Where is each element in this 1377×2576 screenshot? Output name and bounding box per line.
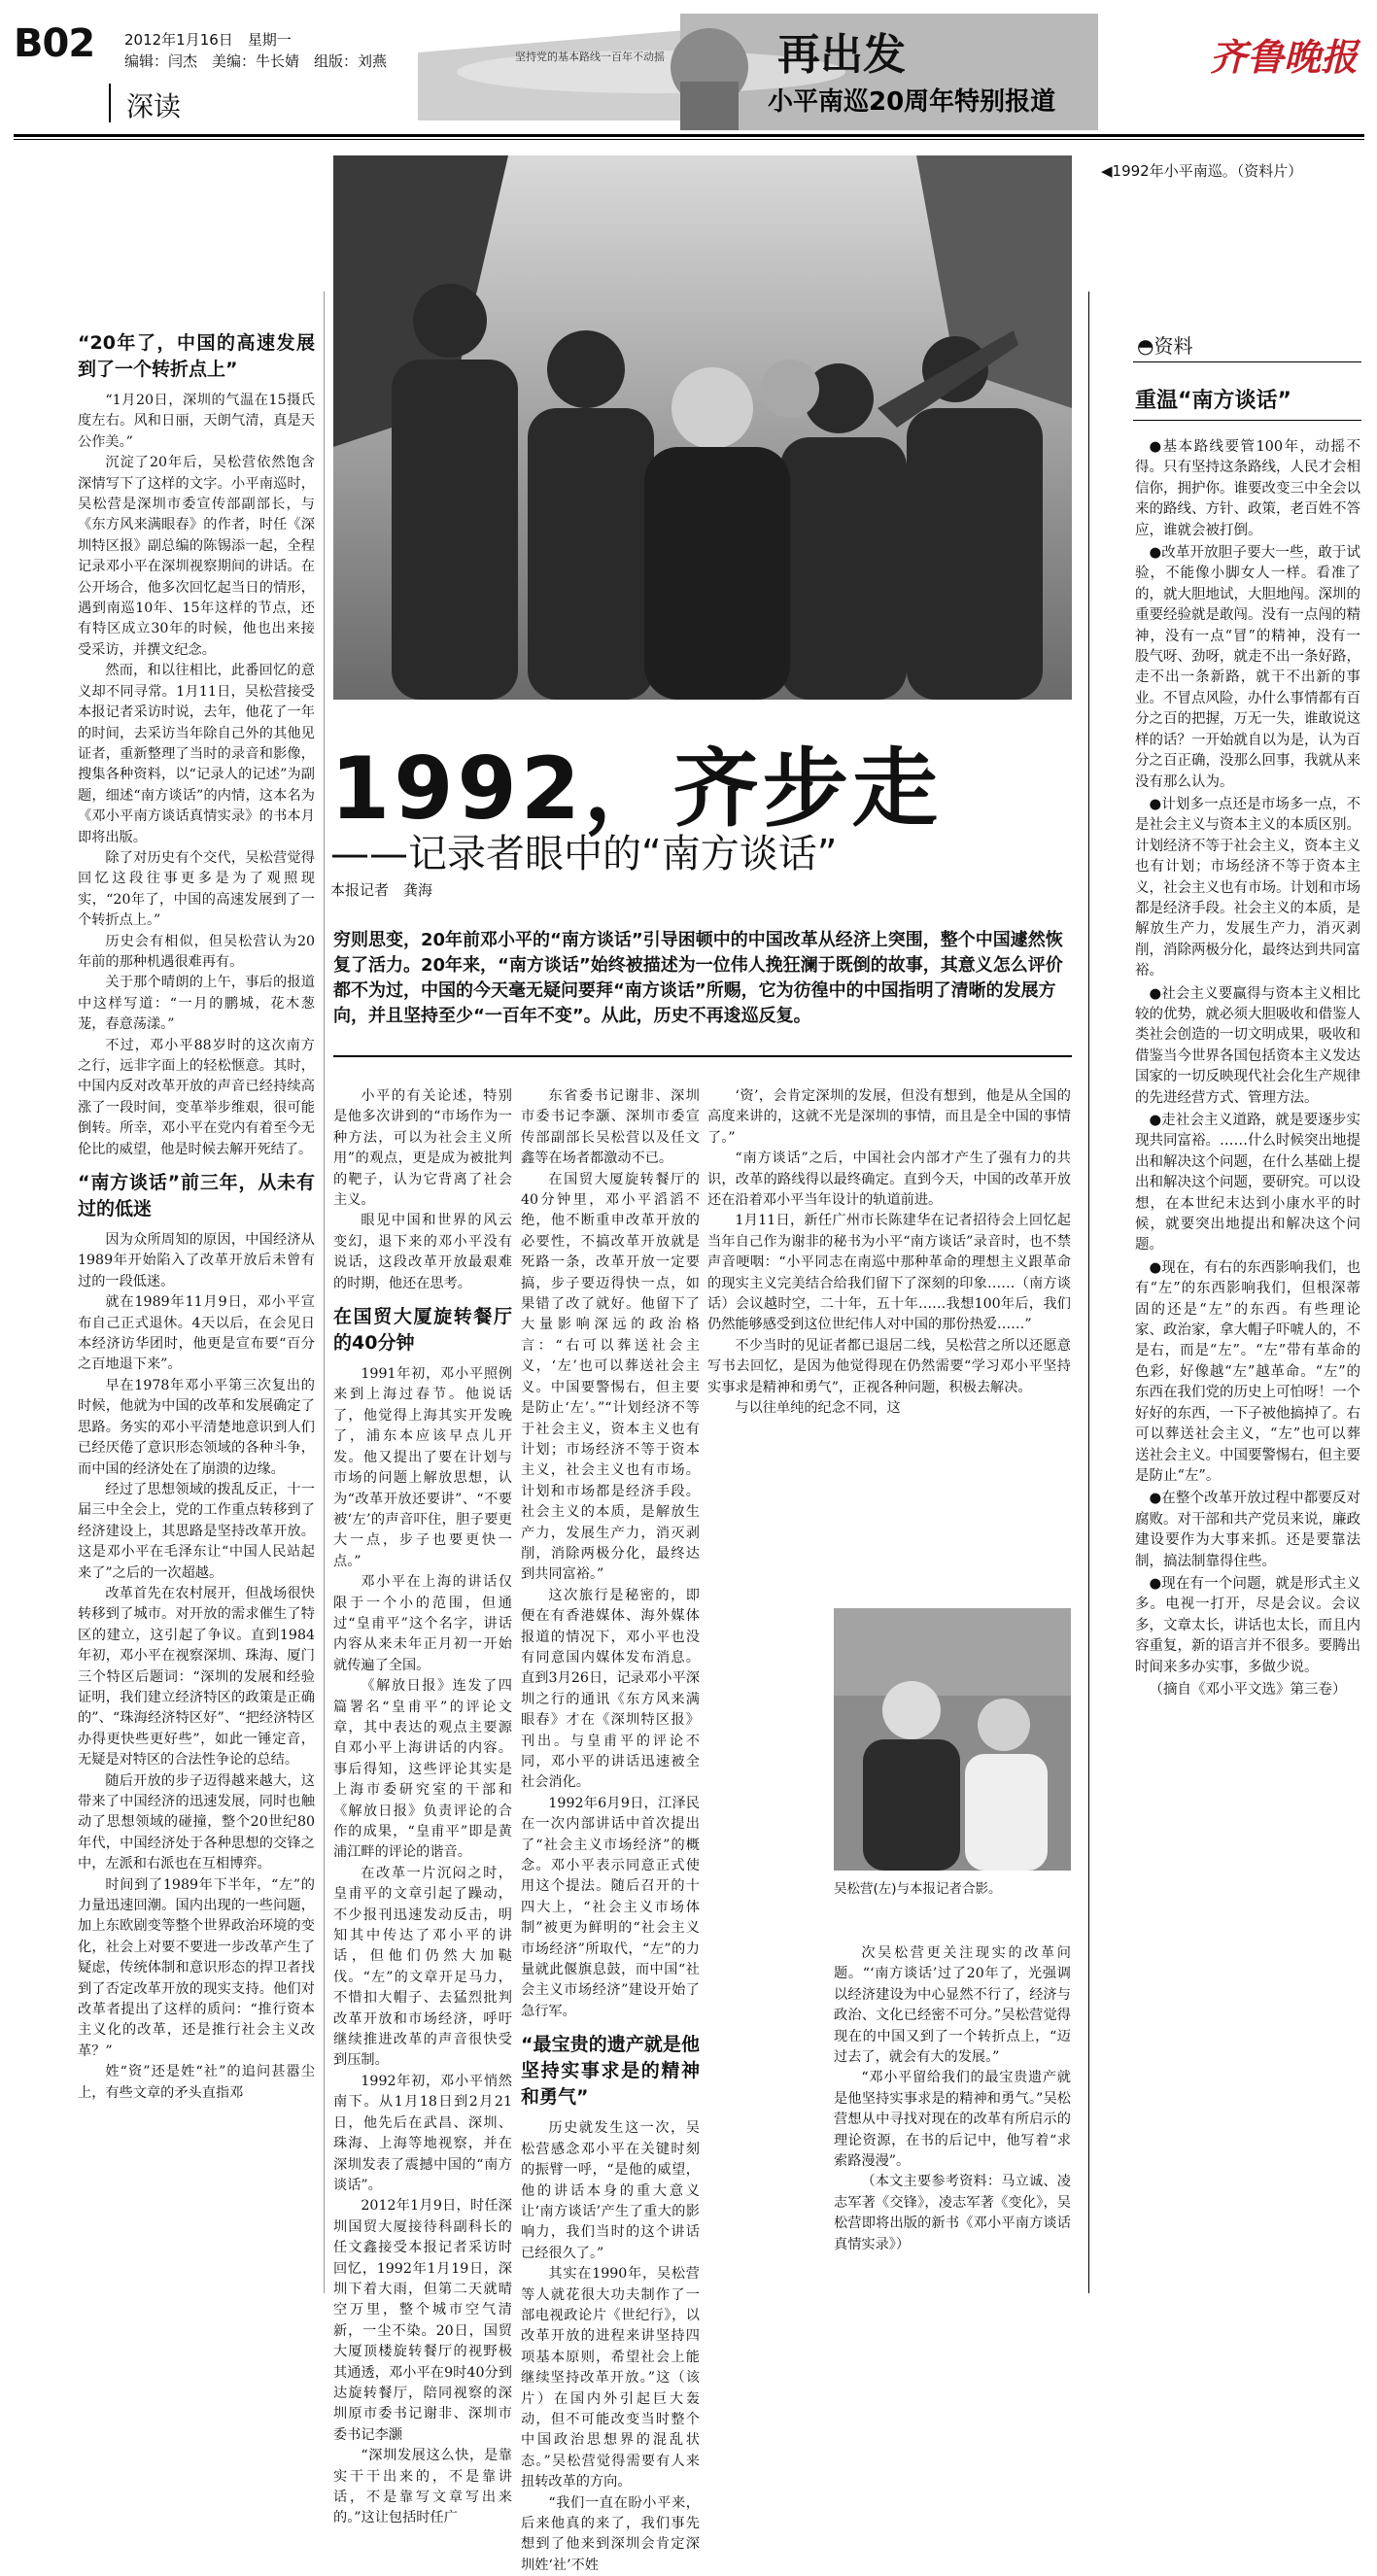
paragraph: 1991年初，邓小平照例来到上海过春节。他说话了，他觉得上海其实开发晚了，浦东本应该早点儿开发。他又提出了要在计划与市场的问题上解放思想，认为“改革开放还要讲”、“不要被‘左’的声音吓住，胆子要更大一点，步子也要更快一点。” bbox=[333, 1366, 512, 1569]
sidebar-item: ●社会主义要赢得与资本主义相比较的优势，就必须大胆吸收和借鉴人类社会创造的一切文明成果，吸收和借鉴当今世界各国包括资本主义发达国家的一切反映现代社会化生产规律的先进经营方式、管理方法。 bbox=[1135, 985, 1360, 1106]
sidebar-label bbox=[1137, 330, 1192, 359]
references-note: （本文主要参考资料：马立诚、凌志军著《交锋》，凌志军著《变化》，吴松营即将出版的新书《邓小平南方谈话真情实录》） bbox=[834, 2174, 1071, 2252]
paragraph: 与以往单纯的纪念不同，这 bbox=[735, 1400, 901, 1417]
article-column-4 bbox=[707, 1086, 1071, 1420]
column-divider bbox=[324, 292, 325, 2293]
paragraph: 因为众所周知的原因，中国经济从1989年开始陷入了改革开放后未曾有过的一段低迷。 bbox=[78, 1232, 315, 1289]
sidebar-item: ●计划多一点还是市场多一点，不是社会主义与资本主义的本质区别。计划经济不等于社会主义，资本主义也有计划；市场经济不等于资本主义，社会主义也有市场。计划和市场都是经济手段。社会主义的本质，是解放生产力，发展生产力，消灭剥削，消除两极分化，最终达到共同富裕。 bbox=[1135, 796, 1360, 979]
paragraph: “邓小平留给我们的最宝贵遗产就是他坚持实事求是的精神和勇气。”吴松营想从中寻找对现在的改革有所启示的理论资源，在书的后记中，他写着“求索路漫漫”。 bbox=[834, 2070, 1071, 2170]
sidebar-title: 重温“南方谈话” bbox=[1135, 389, 1291, 413]
paragraph: “南方谈话”之后，中国社会内部才产生了强有力的共识，改革的路线得以最终确定。直到今天，中国的改革开放还在沿着邓小平当年设计的轨道前进。 bbox=[707, 1151, 1071, 1209]
paragraph: 1992年6月9日，江泽民在一次内部讲话中首次提出了“社会主义市场经济”的概念。邓小平表示同意正式使用这个提法。随后召开的十四大上，“社会主义市场体制”被更为鲜明的“社会主义市场经济”所取代，“左”的力量就此偃旗息鼓，而中国“社会主义市场经济”建设开始了急行军。 bbox=[521, 1795, 700, 2019]
paragraph: “深圳发展这么快，是靠实干干出来的，不是靠讲话，不是靠写文章写出来的。”这让包括时任广 bbox=[333, 2448, 512, 2526]
paragraph: 随后开放的步子迈得越来越大，这带来了中国经济的迅速发展，同时也触动了思想领域的碰撞，整个20世纪80年代，中国经济处于各种思想的交锋之中，左派和右派也在互相博弈。 bbox=[78, 1772, 315, 1872]
paragraph: 在国贸大厦旋转餐厅的40分钟里，邓小平滔滔不绝，他不断重申改革开放的必要性，不搞改革开放就是死路一条，改革开放一定要搞，步子要迈得快一点，如果错了改了就好。他留下了大量影响深远的政治格言：“右可以葬送社会主义，‘左’也可以葬送社会主义。中国要警惕右，但主要是防止‘左’。”“计划经济不等于社会主义，资本主义也有计划；市场经济不等于资本主义，社会主义也有市场。计划和市场都是经济手段。社会主义的本质，是解放生产力，发展生产力，消灭剥削，消除两极分化，最终达到共同富裕。” bbox=[521, 1171, 700, 1583]
sidebar-body bbox=[1135, 437, 1360, 1702]
byline: 本报记者 龚海 bbox=[330, 881, 433, 899]
sidebar-item: ●基本路线要管100年，动摇不得。只有坚持这条路线，人民才会相信你，拥护你。谁要改变三中全会以来的路线、方针、政策，老百姓不答应，谁就会被打倒。 bbox=[1135, 439, 1360, 538]
paragraph: 姓“资”还是姓“社”的追问甚嚣尘上，有些文章的矛头直指邓 bbox=[78, 2064, 315, 2101]
col1-paragraphs-2 bbox=[78, 1230, 315, 2104]
banner-strip-text: 坚持党的基本路线一百年不动摇 bbox=[515, 51, 665, 63]
section-divider bbox=[109, 84, 111, 122]
paragraph: 小平的有关论述，特别是他多次讲到的“市场作为一种方法，可以为社会主义所用”的观点，更是成为被批判的靶子，认为它背离了社会主义。 bbox=[333, 1088, 512, 1209]
paragraph: 关于那个晴朗的上午，事后的报道中这样写道：“一月的鹏城，花木葱茏，春意荡漾。” bbox=[78, 975, 315, 1033]
sidebar-rule bbox=[1133, 361, 1361, 362]
pull-quote: “20年了，中国的高速发展到了一个转折点上” bbox=[78, 332, 315, 380]
paragraph: 历史就发生这一次，吴松营感念邓小平在关键时刻的振臂一呼，“是他的威望，他的讲话本身的重大意义让‘南方谈话’产生了重大的影响力，我们当时的这个讲话已经很久了。” bbox=[521, 2120, 700, 2261]
paragraph: 1月11日，新任广州市长陈建华在记者招待会上回忆起当年自己作为谢非的秘书为小平“南方谈话”录音时，也不禁声音哽咽：“小平同志在南巡中那种革命的理想主义跟革命的现实主义完美结合给我们留下了深刻的印象……（南方谈话）会议越时空，二十年，五十年……我想100年后，我们仍然能够感受到这位世纪伟人对中国的那份热爱……” bbox=[707, 1213, 1071, 1333]
half-circle-icon: ◓ bbox=[1137, 334, 1154, 358]
sidebar-source: （摘自《邓小平文选》第三卷） bbox=[1149, 1681, 1347, 1698]
subheadline: ——记录者眼中的“南方谈话” bbox=[330, 832, 838, 876]
paragraph: “1月20日，深圳的气温在15摄氏度左右。风和日丽，天朗气清，真是天公作美。” bbox=[78, 393, 315, 450]
sidebar-rule-2 bbox=[1133, 420, 1361, 421]
paragraph: 《解放日报》连发了四篇署名“皇甫平”的评论文章，其中表达的观点主要源自邓小平上海讲话的内容。事后得知，这些评论其实是上海市委研究室的干部和《解放日报》负责评论的合作的成果，“皇甫平”即是黄浦江畔的评论的谐音。 bbox=[333, 1678, 512, 1861]
paragraph: 这次旅行是秘密的，即便在有香港媒体、海外媒体报道的情况下，邓小平也没有同意国内媒体发布消息。直到3月26日，记录邓小平深圳之行的通讯《东方风来满眼春》才在《深圳特区报》刊出。与皇甫平的评论不同，邓小平的讲话迅速被全社会消化。 bbox=[521, 1587, 700, 1791]
article-column-1 bbox=[78, 321, 315, 2104]
paragraph: 2012年1月9日，时任深圳国贸大厦接待科副科长的任文鑫接受本报记者采访时回忆，1992年1月19日，深圳下着大雨，但第二天就晴空万里，整个城市空气清新，一尘不染。20日，国贸大厦顶楼旋转餐厅的视野极其通透，邓小平在9时40分到达旋转餐厅，陪同视察的深圳原市委书记谢非、深圳市委书记李灏 bbox=[333, 2198, 512, 2443]
banner-subtitle: 小平南巡20周年特别报道 bbox=[768, 87, 1056, 117]
paragraph: 除了对历史有个交代，吴松营觉得回忆这段往事更多是为了观照现实，“20年了，中国的高速发展到了一个转折点上。” bbox=[78, 849, 315, 929]
sidebar-item: ●改革开放胆子要大一些，敢于试验，不能像小脚女人一样。看准了的，就大胆地试，大胆地闯。深圳的重要经验就是敢闯。没有一点闯的精神，没有一点“冒”的精神，没有一股气呀、劲呀，就走不出一条好路，走不出一条新路，就干不出新的事业。不冒点风险，办什么事情都有百分之百的把握，万无一失，谁敢说这样的话？一开始就自以为是，认为百分之百正确，没那么回事，我就从来没有那么认为。 bbox=[1135, 545, 1360, 790]
headline: 1992，齐步走 bbox=[330, 738, 942, 839]
paragraph: ‘资’，会肯定深圳的发展，但没有想到，他是从全国的高度来讲的，这就不光是深圳的事情，而且是全中国的事情了。” bbox=[707, 1088, 1071, 1146]
photo-caption: ◀1992年小平南巡。（资料片） bbox=[1101, 162, 1303, 180]
paragraph: 历史会有相似，但吴松营认为20年前的那种机遇很难再有。 bbox=[78, 933, 315, 970]
paragraph: 1992年初，邓小平悄然南下。从1月18日到2月21日，他先后在武昌、深圳、珠海、上海等地视察，并在深圳发表了震撼中国的“南方谈话”。 bbox=[333, 2073, 512, 2193]
section-heading: “南方谈话”前三年，从未有过的低迷 bbox=[78, 1172, 315, 1220]
header-rule-thin bbox=[14, 139, 1364, 140]
paragraph: 沉淀了20年后，吴松营依然饱含深情写下了这样的文字。小平南巡时，吴松营是深圳市委宣传部副部长，与《东方风来满眼春》的作者，时任《深圳特区报》副总编的陈锡添一起，全程记录邓小平在深圳视察期间的讲话。在公开场合，他多次回忆起当日的情形，遇到南巡10年、15年这样的节点，还有特区成立30年的时候，他也出来接受采访，并撰文纪念。 bbox=[78, 455, 315, 658]
lead-paragraph: 穷则思变，20年前邓小平的“南方谈话”引导困顿中的中国改革从经济上突围，整个中国遽然恢复了活力。20年来，“南方谈话”始终被描述为一位伟人挽狂澜于既倒的故事，其意义怎么评价都不为过，中国的今天毫无疑问要拜“南方谈话”所赐，它为彷徨中的中国指明了清晰的发展方向，并且坚持至少“一百年不变”。从此，历史不再逡巡反复。 bbox=[333, 930, 1063, 1026]
paragraph: 就在1989年11月9日，邓小平宣布自己正式退休。4天以后，在会见日本经济访华团时，他更是宣布要“百分之百地退下来”。 bbox=[78, 1294, 315, 1373]
header-rule bbox=[14, 134, 1364, 137]
main-photo bbox=[333, 155, 1072, 700]
paragraph: “我们一直在盼小平来，后来他真的来了，我们事先想到了他来到深圳会肯定深圳姓‘社’不姓 bbox=[521, 2494, 700, 2573]
newspaper-logo: 齐鲁晚报 bbox=[1210, 35, 1359, 79]
paragraph: 时间到了1989年下半年，“左”的力量迅速回潮。国内出现的一些问题，加上东欧剧变等整个世界政治环境的变化，社会上对要不要进一步改革产生了疑虑，传统体制和意识形态的捍卫者找到了否定改革开放的现实支持。他们对改革者提出了这样的质问：“推行资本主义化的改革，还是推行社会主义改革？” bbox=[78, 1876, 315, 2059]
paragraph: 东省委书记谢非、深圳市委书记李灏、深圳市委宣传部副部长吴松营以及任文鑫等在场者都激动不已。 bbox=[521, 1088, 700, 1167]
col1-paragraphs bbox=[78, 391, 315, 1160]
banner-title: 再出发 bbox=[777, 30, 906, 80]
sidebar-label-text: 资料 bbox=[1153, 334, 1193, 358]
paragraph: 其实在1990年，吴松营等人就花很大功夫制作了一部电视政论片《世纪行》，以改革开放的进程来讲坚持四项基本原则，希望社会上能继续坚持改革开放。”这（该片）在国内外引起巨大轰动，但不可能改变当时整个中国政治思想界的混乱状态。”吴松营觉得需要有人来扭转改革的方向。 bbox=[521, 2266, 700, 2490]
paragraph: 经过了思想领域的拨乱反正，十一届三中全会上，党的工作重点转移到了经济建设上，其思路是坚持改革开放。这是邓小平在毛泽东让“中国人民站起来了”之后的一次超越。 bbox=[78, 1481, 315, 1581]
paragraph: 眼见中国和世界的风云变幻，退下来的邓小平没有说话，这段改革开放最艰难的时期，他还在思考。 bbox=[333, 1213, 512, 1291]
sidebar-item: ●现在，有右的东西影响我们，也有“左”的东西影响我们，但根深蒂固的还是“左”的东西。有些理论家、政治家，拿大帽子吓唬人的，不是右，而是“左”。“左”带有革命的色彩，好像越“左”越革命。“左”的东西在我们党的历史上可怕呀！一个好好的东西，一下子被他搞掉了。右可以葬送社会主义，“左”也可以葬送社会主义。中国要警惕右，但主要是防止“左”。 bbox=[1135, 1259, 1360, 1484]
section-heading: 在国贸大厦旋转餐厅的40分钟 bbox=[333, 1306, 512, 1355]
inset-caption: 吴松营(左)与本报记者合影。 bbox=[834, 1881, 1002, 1897]
paragraph: 次吴松营更关注现实的改革问题。“‘南方谈话’过了20年了，光强调以经济建设为中心显然不行了，经济与政治、文化已经密不可分。”吴松营觉得现在的中国又到了一个转折点上，“迈过去了，就会有大的发展。” bbox=[834, 1945, 1071, 2066]
paragraph: 早在1978年邓小平第三次复出的时候，他就为中国的改革和发展确定了思路。务实的邓小平清楚地意识到人们已经厌倦了意识形态领域的各种斗争，而中国的经济处在了崩溃的边缘。 bbox=[78, 1377, 315, 1477]
inset-photo bbox=[834, 1608, 1071, 1871]
paragraph: 不过，邓小平88岁时的这次南方之行，远非字面上的轻松惬意。其时，中国内反对改革开放的声音已经持续高涨了一段时间，变革举步维艰，很可能倒转。所幸，邓小平在党内有着至今无伦比的威望，他是时候去解开死结了。 bbox=[78, 1037, 315, 1157]
paragraph: 改革首先在农村展开，但战场很快转移到了城市。对开放的需求催生了特区的建立，这引起了争议。直到1984年初，邓小平在视察深圳、珠海、厦门三个特区后题词：“深圳的发展和经验证明，我们建立经济特区的政策是正确的”、“珠海经济特区好”、“把经济特区办得更快些更好些”，如此一锤定音，无疑是对特区的合法性争论的总结。 bbox=[78, 1585, 315, 1769]
editor-credits: 编辑：闫杰 美编：牛长婧 组版：刘燕 bbox=[124, 52, 388, 70]
paragraph: 邓小平在上海的讲话仅限于一个小的范围，但通过“皇甫平”这个名字，讲话内容从来未年正月初一开始就传遍了全国。 bbox=[333, 1574, 512, 1673]
article-column-3 bbox=[521, 1086, 700, 2576]
paragraph: 不少当时的见证者都已退居二线，吴松营之所以还愿意写书去回忆，是因为他觉得现在仍然需要“学习邓小平坚持实事求是精神和勇气”，正视各种问题，积极去解决。 bbox=[707, 1337, 1071, 1395]
lead-rule bbox=[333, 1055, 1072, 1057]
paragraph: 然而，和以往相比，此番回忆的意义却不同寻常。1月11日，吴松营接受本报记者采访时说，去年，他花了一年的时间，去采访当年除自己外的其他见证者，重新整理了当时的录音和影像，搜集各种资料，以“记录人的记述”为副题，细述“南方谈话”的内情，这本名为《邓小平南方谈话真情实录》的书本月即将出版。 bbox=[78, 663, 315, 845]
paragraph: 在改革一片沉闷之时，皇甫平的文章引起了躁动，不少报刊迅速发动反击，明知其中传达了邓小平的讲话，但他们仍然大加鞑伐。“左”的文章开足马力，不惜扣大帽子、去猛烈批判改革开放和市场经济，呼吁继续推进改革的声音很快受到压制。 bbox=[333, 1865, 512, 2069]
section-name: 深读 bbox=[126, 90, 182, 122]
article-column-4-continued bbox=[834, 1943, 1071, 2255]
page-code: B02 bbox=[14, 21, 95, 66]
sidebar-item: ●现在有一个问题，就是形式主义多。电视一打开，尽是会议。会议多，文章太长，讲话也太长，而且内容重复，新的语言并不很多。要腾出时间来多办实事，多做少说。 bbox=[1135, 1575, 1360, 1675]
sidebar-item: ●走社会主义道路，就是要逐步实现共同富裕。……什么时候突出地提出和解决这个问题，在什么基础上提出和解决这个问题，要研究。可以设想，在本世纪末达到小康水平的时候，就要突出地提出和解决这个问题。 bbox=[1135, 1113, 1360, 1254]
section-heading: “最宝贵的遗产就是他坚持实事求是的精神和勇气” bbox=[521, 2034, 700, 2109]
sidebar-item: ●在整个改革开放过程中都要反对腐败。对干部和共产党员来说，廉政建设要作为大事来抓。还是要靠法制，搞法制靠得住些。 bbox=[1135, 1491, 1360, 1569]
sidebar-divider bbox=[1088, 292, 1089, 2293]
article-column-2 bbox=[333, 1086, 512, 2529]
publish-date: 2012年1月16日 星期一 bbox=[124, 31, 292, 49]
